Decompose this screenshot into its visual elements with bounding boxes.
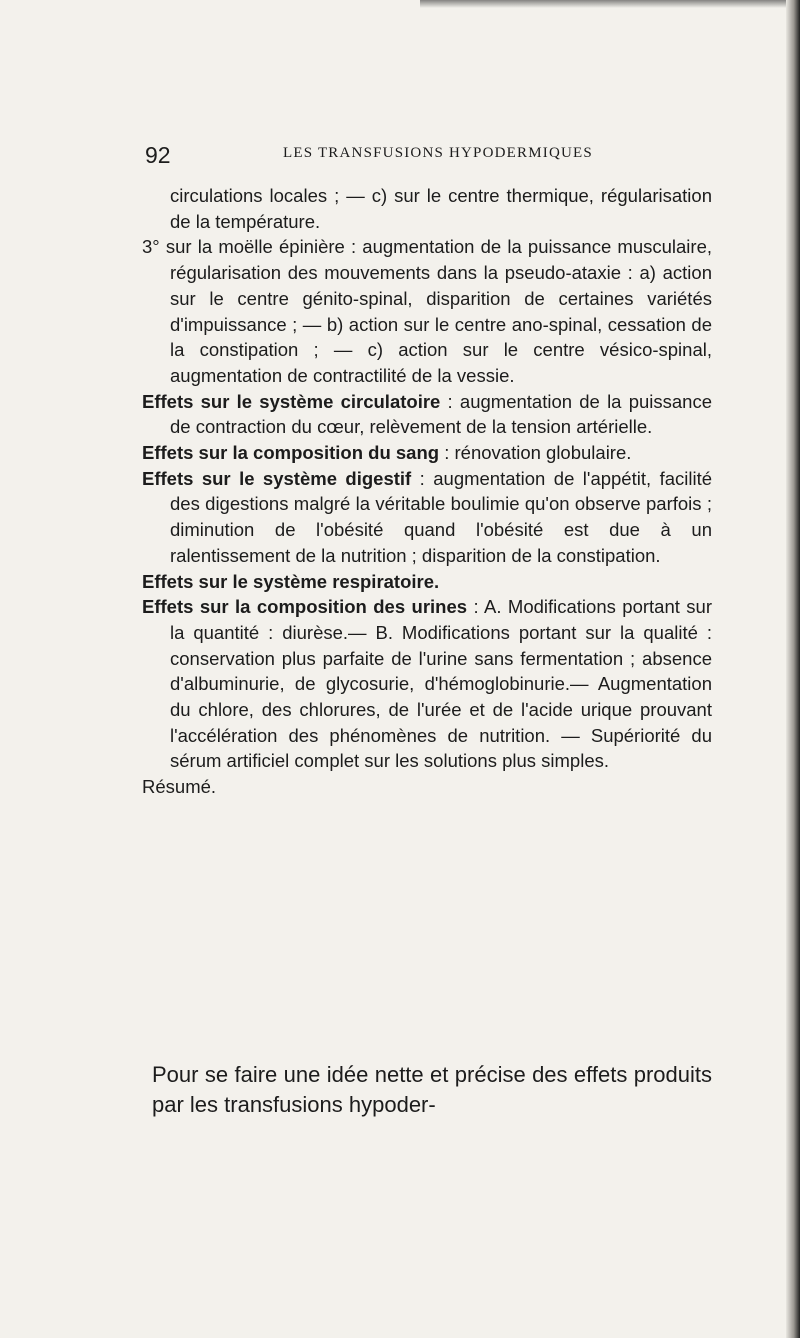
page-edge-shadow — [786, 0, 800, 1338]
section-heading: Effets sur le système respiratoire. — [142, 570, 440, 592]
paragraph-circulations: circulations locales ; — c) sur le centre thermique, régularisation de la température. — [170, 185, 712, 232]
page-header — [145, 142, 745, 172]
section-heading: Effets sur le système circulatoire — [142, 390, 441, 412]
section-body: : augmentation de la puissance de contraction du cœur, relèvement de la tension artérielle. — [170, 390, 713, 438]
page-top-shadow — [420, 0, 800, 8]
closing-paragraph — [152, 1060, 712, 1120]
body-text — [142, 183, 712, 800]
section-heading: Effets sur la composition des urines — [142, 596, 468, 618]
section-body: : A. Modifications portant sur la quantité : diurèse.— B. Modifications portant sur la qualité : conservation plus parfaite de l'urine sans fermentation ; absence d'albuminurie, de glycosurie, d'hémoglobinurie.— Augmentation du chlore, des chlorures, de l'urée et de l'acide urique prouvant l'accélération des phénomènes de nutrition. — Supériorité du sérum artificiel complet sur les solutions plus simples. — [170, 596, 712, 772]
running-title: LES TRANSFUSIONS HYPODERMIQUES — [283, 145, 593, 161]
section-urines — [142, 594, 712, 774]
resume-label: Résumé. — [142, 776, 217, 798]
section-respiratoire — [142, 569, 712, 595]
section-digestif — [142, 466, 712, 569]
section-body: : augmentation de l'appétit, facilité des digestions malgré la véritable boulimie qu'on observe parfois ; diminution de l'obésité quand l'obésité est due à un ralentissement de la nutrition ; disparition de la constipation. — [170, 467, 713, 566]
section-circulatoire — [142, 389, 712, 440]
section-heading: Effets sur la composition du sang — [142, 442, 440, 464]
section-heading: Effets sur le système digestif — [142, 467, 412, 489]
closing-text: Pour se faire une idée nette et précise des effets produits par les transfusions hypoder- — [152, 1062, 712, 1117]
section-sang — [142, 440, 712, 466]
page-number: 92 — [145, 142, 171, 168]
section-body: : rénovation globulaire. — [439, 442, 632, 464]
paragraph-moelle-epiniere: 3° sur la moëlle épinière : augmentation de la puissance musculaire, régularisation des mouvements dans la pseudo-ataxie : a) action sur le centre génito-spinal, disparition de certaines variétés d'impuissance ; — b) action sur le centre ano-spinal, cessation de la constipation ; — c) action sur le centre vésico-spinal, augmentation de contractilité de la vessie. — [142, 236, 712, 386]
